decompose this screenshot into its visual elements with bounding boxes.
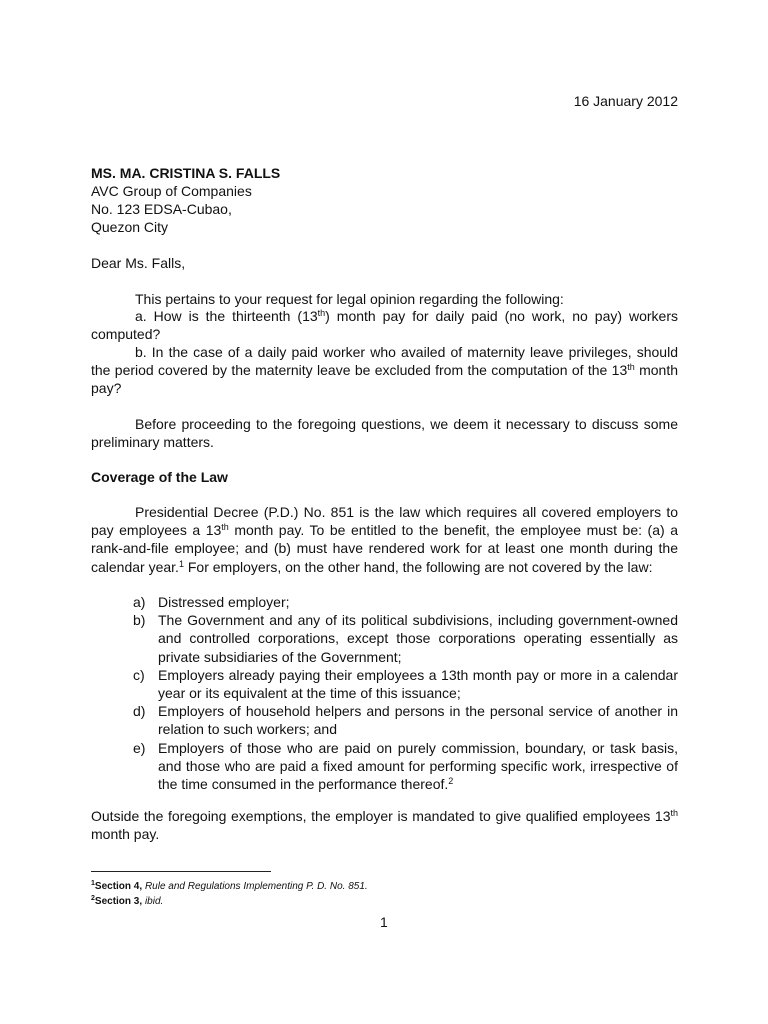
recipient-name: MS. MA. CRISTINA S. FALLS xyxy=(91,165,281,181)
footnote-divider xyxy=(91,871,271,872)
coverage-heading: Coverage of the Law xyxy=(91,469,228,485)
exemption-item: c) Employers already paying their employees a 13th month pay or more in a calendar year or its equivalent at the time of this issuance; xyxy=(133,666,678,702)
preliminary-paragraph: Before proceeding to the foregoing questions, we deem it necessary to discuss some preliminary matters. xyxy=(91,416,678,451)
closing-paragraph: Outside the foregoing exemptions, the employer is mandated to give qualified employees 13th month pay. xyxy=(91,808,678,843)
coverage-paragraph: Presidential Decree (P.D.) No. 851 is the law which requires all covered employers to pay employees a 13th month pay. To be entitled to the benefit, the employee must be: (a) a rank-and-file employee; and (b) must have rendered work for at least one month during the calendar year.$^1$ For employers, on the other hand, the following are not covered by the law: xyxy=(91,504,678,575)
footnote-1: $^1$Section 4, Rule and Regulations Implementing P. D. No. 851. xyxy=(91,880,368,892)
exemption-item: b) The Government and any of its political subdivisions, including government-owned and controlled corporations, except those corporations operating essentially as private subsidiaries of the Government; xyxy=(133,612,678,665)
recipient-address-line2: Quezon City xyxy=(91,219,169,235)
exemption-item: e) Employers of those who are paid on purely commission, boundary, or task basis, and those who are paid a fixed amount for performing specific work, irrespective of the time consumed in the performance thereof.$^2$ xyxy=(133,739,678,793)
recipient-company: AVC Group of Companies xyxy=(91,183,252,199)
recipient-address-line1: No. 123 EDSA-Cubao, xyxy=(91,201,232,217)
footnote-2: $^2$Section 3, ibid. xyxy=(91,895,164,907)
exemption-item: a) Distressed employer; xyxy=(133,594,290,610)
question-a: a. How is the thirteenth (13th) month pay for daily paid (no work, no pay) workers computed? xyxy=(91,308,678,343)
exemption-item: d) Employers of household helpers and persons in the personal service of another in relation to such workers; and xyxy=(133,703,678,738)
intro-paragraph: This pertains to your request for legal opinion regarding the following: xyxy=(135,291,564,307)
exemptions-list xyxy=(133,593,678,793)
question-b: b. In the case of a daily paid worker who availed of maternity leave privileges, should the period covered by the maternity leave be excluded from the computation of the 13th month pay? xyxy=(91,344,678,397)
letter-date: 16 January 2012 xyxy=(573,93,678,109)
page-number: 1 xyxy=(380,914,388,930)
salutation: Dear Ms. Falls, xyxy=(91,255,186,271)
